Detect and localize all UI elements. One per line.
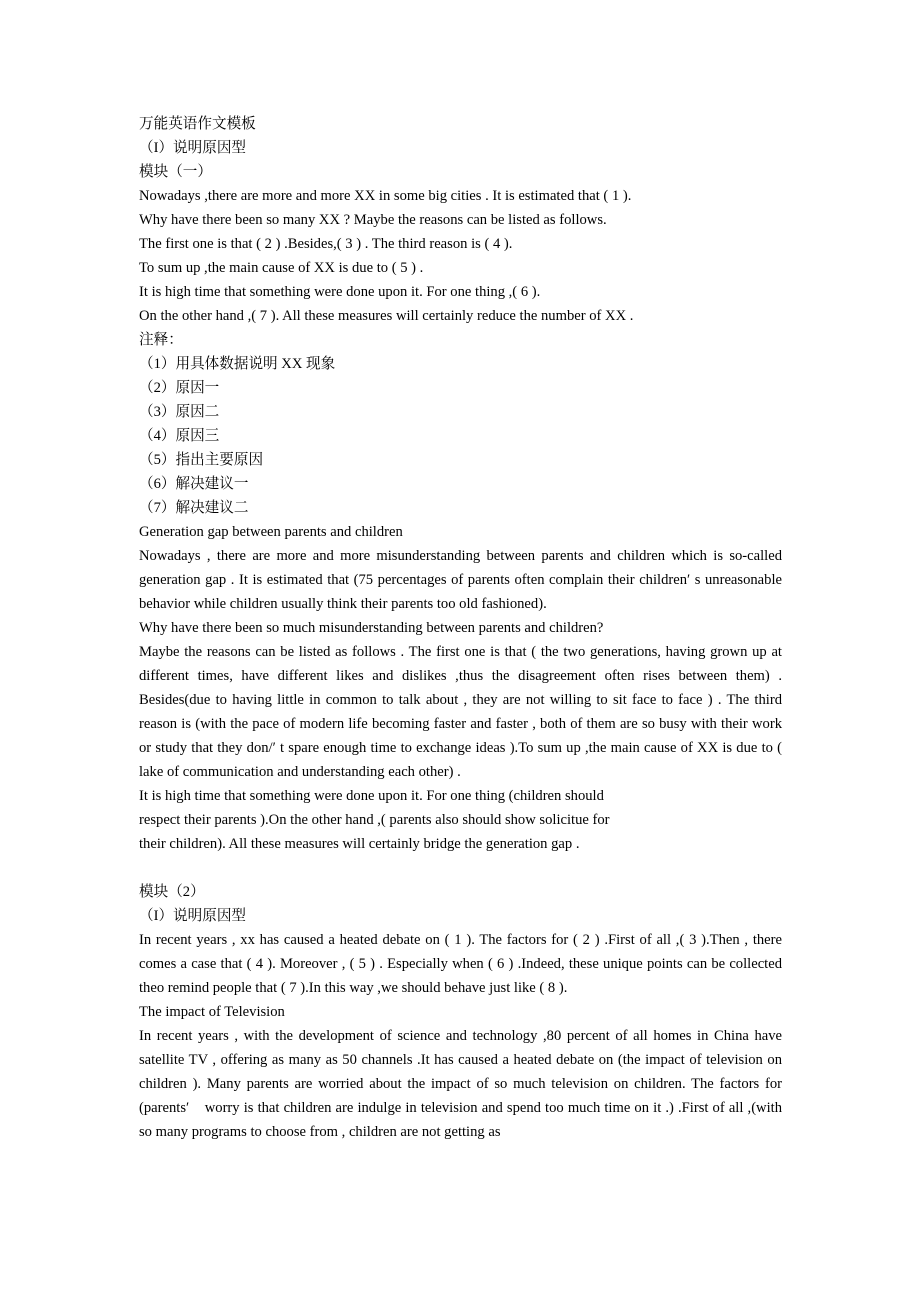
section2-module-label: 模块（2） [139, 884, 205, 900]
example-line: respect their parents ).On the other hand ,( parents also should show solicitue for [139, 812, 610, 828]
example-title: The impact of Television [139, 1004, 285, 1020]
note-item: （2）原因一 [139, 380, 220, 396]
template-line: The first one is that ( 2 ) .Besides,( 3 ) . The third reason is ( 4 ). [139, 236, 513, 252]
example-paragraph: Maybe the reasons can be listed as follows . The first one is that ( the two generations, having grown up at different times, have different likes and dislikes ,thus the disagreement often rises between them) . Besides(due to having little in common to talk about , they are not willing to sit face to face ) . The third reason is (with the pace of modern life becoming faster and faster , both of them are so busy with their work or study that they don/′ t spare enough time to exchange ideas ).To sum up ,the main cause of XX is due to ( lake of communication and understanding each other) . [139, 644, 782, 780]
note-item: （7）解决建议二 [139, 500, 249, 516]
example-title: Generation gap between parents and children [139, 524, 403, 540]
template-line: It is high time that something were done upon it. For one thing ,( 6 ). [139, 284, 541, 300]
spacer [139, 856, 782, 880]
note-item: （6）解决建议一 [139, 476, 249, 492]
example-paragraph: In recent years , with the development of science and technology ,80 percent of all homes in China have satellite TV , offering as many as 50 channels .It has caused a heated debate on (the impact of television on children ). Many parents are worried about the impact of so much television on children. The factors for (parents′ worry is that children are indulge in television and spend too much time on it .) .First of all ,(with so many programs to choose from , children are not getting as [139, 1028, 782, 1140]
template-paragraph: In recent years , xx has caused a heated debate on ( 1 ). The factors for ( 2 ) .First of all ,( 3 ).Then , there comes a case that ( 4 ). Moreover , ( 5 ) . Especially when ( 6 ) .Indeed, these unique points can be collected theo remind people that ( 7 ).In this way ,we should behave just like ( 8 ). [139, 932, 782, 996]
template-line: On the other hand ,( 7 ). All these measures will certainly reduce the number of XX . [139, 308, 634, 324]
example-line: It is high time that something were done upon it. For one thing (children should [139, 788, 604, 804]
example-paragraph: Nowadays , there are more and more misunderstanding between parents and children which is so-called generation gap . It is estimated that (75 percentages of parents often complain their children′ s unreasonable behavior while children usually think their parents too old fashioned). [139, 548, 782, 612]
section1-type-label: （I）说明原因型 [139, 140, 247, 156]
template-line: To sum up ,the main cause of XX is due to ( 5 ) . [139, 260, 424, 276]
note-item: （1）用具体数据说明 XX 现象 [139, 356, 336, 372]
template-line: Nowadays ,there are more and more XX in some big cities . It is estimated that ( 1 ). [139, 188, 632, 204]
document-page [139, 112, 782, 1144]
notes-label: 注释： [139, 332, 183, 348]
note-item: （3）原因二 [139, 404, 220, 420]
template-line: Why have there been so many XX ? Maybe the reasons can be listed as follows. [139, 212, 607, 228]
section1-module-label: 模块（一） [139, 164, 212, 180]
example-line: their children). All these measures will certainly bridge the generation gap . [139, 836, 580, 852]
note-item: （5）指出主要原因 [139, 452, 264, 468]
note-item: （4）原因三 [139, 428, 220, 444]
document-heading: 万能英语作文模板 [139, 116, 256, 132]
section2-type-label: （I）说明原因型 [139, 908, 247, 924]
example-line: Why have there been so much misunderstanding between parents and children? [139, 620, 604, 636]
